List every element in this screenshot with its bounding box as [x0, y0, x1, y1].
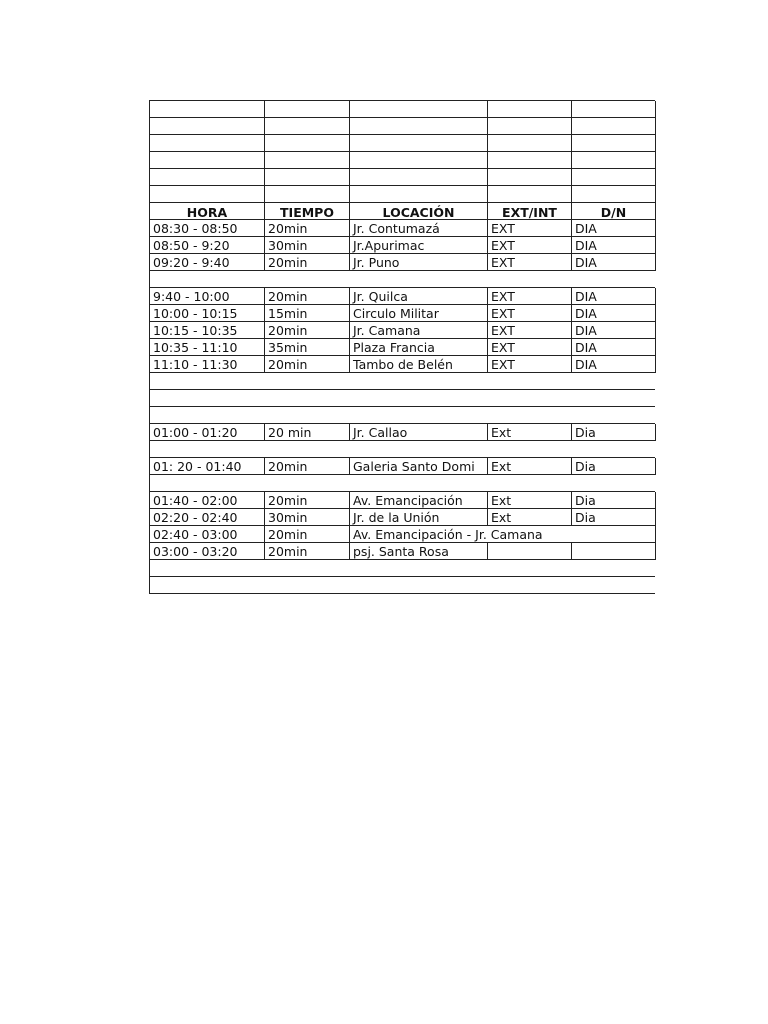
table-row	[149, 457, 655, 474]
cell-tiempo: 20min	[265, 288, 350, 305]
cell-hora: 11:10 - 11:30	[150, 356, 265, 373]
cell-dn: DIA	[572, 220, 656, 237]
cell-hora: 09:20 - 9:40	[150, 254, 265, 271]
cell-dn: DIA	[572, 339, 656, 356]
cell-tiempo: 20min	[265, 254, 350, 271]
cell-locacion: Jr. Quilca	[350, 288, 488, 305]
cell-ext-int: Ext	[488, 458, 572, 475]
cell-hora: 08:50 - 9:20	[150, 237, 265, 254]
header-hora: HORA	[150, 203, 265, 220]
cell-hora: 10:00 - 10:15	[150, 305, 265, 322]
cell-ext-int	[488, 543, 572, 560]
empty-row	[149, 168, 655, 185]
table-row	[149, 253, 655, 270]
header-ext-int: EXT/INT	[488, 203, 572, 220]
cell-tiempo: 20min	[265, 356, 350, 373]
spacer-row	[149, 576, 655, 593]
spacer-row	[149, 372, 655, 389]
table-row	[149, 287, 655, 304]
cell-locacion: Jr. Camana	[350, 322, 488, 339]
cell-locacion: Jr. Callao	[350, 424, 488, 441]
cell-locacion: Av. Emancipación	[350, 492, 488, 509]
cell-tiempo: 20min	[265, 492, 350, 509]
cell-hora: 03:00 - 03:20	[150, 543, 265, 560]
table-row	[149, 542, 655, 559]
cell-ext-int: EXT	[488, 254, 572, 271]
table-row	[149, 304, 655, 321]
cell-tiempo: 20min	[265, 543, 350, 560]
cell-tiempo: 20min	[265, 526, 350, 543]
cell-locacion: Jr. Contumazá	[350, 220, 488, 237]
table-row	[149, 355, 655, 372]
spacer-row	[149, 474, 655, 491]
table-row	[149, 525, 655, 542]
table-row	[149, 491, 655, 508]
table-row	[149, 423, 655, 440]
table-row	[149, 338, 655, 355]
cell-locacion: psj. Santa Rosa	[350, 543, 488, 560]
cell-hora: 08:30 - 08:50	[150, 220, 265, 237]
cell-ext-int: Ext	[488, 492, 572, 509]
cell-dn: DIA	[572, 288, 656, 305]
header-dn: D/N	[572, 203, 656, 220]
cell-dn: DIA	[572, 322, 656, 339]
cell-ext-int: EXT	[488, 220, 572, 237]
cell-ext-int: EXT	[488, 356, 572, 373]
cell-hora: 02:40 - 03:00	[150, 526, 265, 543]
cell-ext-int: Ext	[488, 424, 572, 441]
table-bottom-border	[149, 593, 655, 594]
cell-tiempo: 20min	[265, 458, 350, 475]
cell-tiempo: 20min	[265, 322, 350, 339]
cell-ext-int: EXT	[488, 288, 572, 305]
cell-tiempo: 35min	[265, 339, 350, 356]
cell-locacion: Jr. Puno	[350, 254, 488, 271]
cell-locacion: Av. Emancipación - Jr. Camana	[350, 526, 656, 543]
cell-tiempo: 30min	[265, 237, 350, 254]
spacer-row	[149, 270, 655, 287]
empty-row	[149, 151, 655, 168]
schedule-sheet	[149, 100, 655, 594]
cell-locacion: Jr.Apurimac	[350, 237, 488, 254]
empty-row	[149, 117, 655, 134]
cell-dn: DIA	[572, 237, 656, 254]
cell-dn: DIA	[572, 254, 656, 271]
cell-locacion: Circulo Militar	[350, 305, 488, 322]
empty-row	[149, 185, 655, 202]
cell-dn: Dia	[572, 458, 656, 475]
cell-locacion: Jr. de la Unión	[350, 509, 488, 526]
cell-ext-int: EXT	[488, 305, 572, 322]
table-header	[149, 202, 655, 219]
table-row	[149, 219, 655, 236]
cell-locacion: Tambo de Belén	[350, 356, 488, 373]
cell-ext-int: EXT	[488, 322, 572, 339]
table-row	[149, 321, 655, 338]
spacer-row	[149, 440, 655, 457]
cell-dn: Dia	[572, 424, 656, 441]
cell-hora: 01:40 - 02:00	[150, 492, 265, 509]
cell-tiempo: 20 min	[265, 424, 350, 441]
cell-hora: 10:35 - 11:10	[150, 339, 265, 356]
table-row	[149, 508, 655, 525]
empty-row	[149, 134, 655, 151]
spacer-row	[149, 406, 655, 423]
cell-hora: 9:40 - 10:00	[150, 288, 265, 305]
header-tiempo: TIEMPO	[265, 203, 350, 220]
empty-row	[149, 100, 655, 117]
table-row	[149, 236, 655, 253]
spacer-row	[149, 559, 655, 576]
cell-dn: DIA	[572, 305, 656, 322]
cell-dn: Dia	[572, 492, 656, 509]
cell-dn: Dia	[572, 509, 656, 526]
cell-ext-int: Ext	[488, 509, 572, 526]
cell-dn	[572, 543, 656, 560]
cell-ext-int: EXT	[488, 339, 572, 356]
cell-locacion: Galeria Santo Domi	[350, 458, 488, 475]
cell-tiempo: 20min	[265, 220, 350, 237]
cell-tiempo: 15min	[265, 305, 350, 322]
cell-hora: 01: 20 - 01:40	[150, 458, 265, 475]
cell-hora: 02:20 - 02:40	[150, 509, 265, 526]
spacer-row	[149, 389, 655, 406]
cell-ext-int: EXT	[488, 237, 572, 254]
cell-locacion: Plaza Francia	[350, 339, 488, 356]
cell-dn: DIA	[572, 356, 656, 373]
cell-hora: 10:15 - 10:35	[150, 322, 265, 339]
cell-hora: 01:00 - 01:20	[150, 424, 265, 441]
header-locacion: LOCACIÓN	[350, 203, 488, 220]
cell-tiempo: 30min	[265, 509, 350, 526]
